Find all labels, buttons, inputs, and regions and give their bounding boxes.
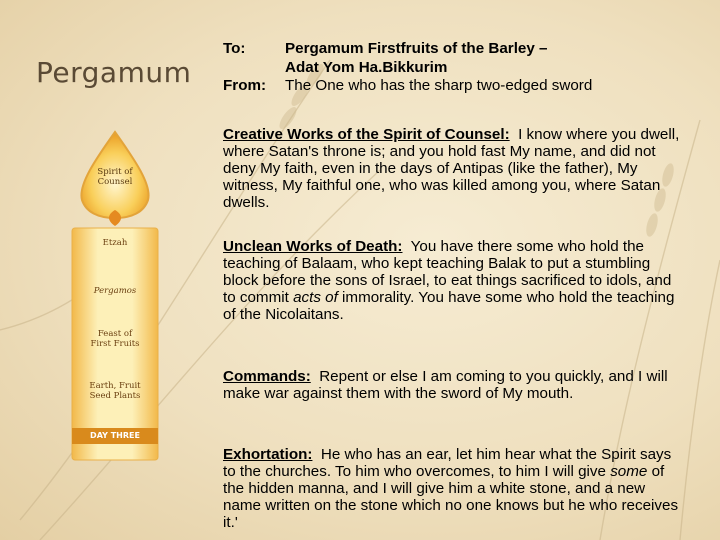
- section-creative-body: I know where you dwell, where Satan's throne is; and you hold fast My name, and did not deny My faith, even in the days of Antipas (like the father), My witness, My faithful one, who was killed among you, where Satan dwells.: [223, 126, 680, 211]
- letter-header: [223, 40, 592, 96]
- section-commands-heading: Commands:: [223, 368, 311, 385]
- bar-label-feast-line2: First Fruits: [90, 339, 140, 349]
- from-value: The One who has the sharp two-edged sword: [285, 77, 593, 94]
- section-unclean-body1: You have there some who hold the teaching of Balaam, who kept teaching Balak to put a stumbling block before the sons of Israel, to eat things sacrificed to idols, and to commit: [223, 238, 672, 306]
- section-exhortation-body1: He who has an ear, let him hear what the Spirit says to the churches. To him who overcomes, to him I will give: [223, 446, 672, 480]
- flame-label-line1: Spirit of: [97, 167, 133, 177]
- section-unclean-body-italic: acts of: [293, 289, 338, 306]
- bar-label-etzah: Etzah: [102, 238, 128, 248]
- bar-label-earth-line2: Seed Plants: [89, 391, 141, 401]
- page-title: Pergamum: [36, 56, 192, 89]
- from-label: From:: [223, 77, 267, 94]
- section-unclean-heading: Unclean Works of Death:: [223, 238, 403, 255]
- section-commands: [223, 368, 683, 402]
- bar-label-feast-line1: Feast of: [97, 329, 133, 339]
- section-commands-body: Repent or else I am coming to you quickly, and I will make war against them with the sword of My mouth.: [223, 368, 668, 402]
- section-exhortation-heading: Exhortation:: [223, 446, 313, 463]
- to-label: To:: [223, 40, 246, 57]
- section-unclean-works: [223, 238, 683, 323]
- section-exhortation-body2: of the hidden manna, and I will give him a white stone, and a new name written on the stone which no one knows but he who receives it.': [223, 463, 679, 531]
- section-exhortation: [223, 446, 683, 531]
- flame-label-line2: Counsel: [97, 177, 133, 187]
- section-creative-heading: Creative Works of the Spirit of Counsel:: [223, 126, 510, 143]
- to-value-line2: Adat Yom Ha.Bikkurim: [285, 58, 448, 76]
- section-exhortation-body-italic: some: [610, 463, 648, 480]
- candle-graphic: [60, 130, 170, 470]
- section-creative-works: [223, 126, 683, 211]
- to-value-line1: Pergamum Firstfruits of the Barley –: [285, 40, 548, 57]
- bar-label-earth-line1: Earth, Fruit: [89, 381, 141, 391]
- bar-label-pergamos: Pergamos: [93, 286, 137, 296]
- section-unclean-body2: immorality. You have some who hold the teaching of the Nicolaitans.: [223, 289, 675, 323]
- day-label: DAY THREE: [90, 431, 140, 440]
